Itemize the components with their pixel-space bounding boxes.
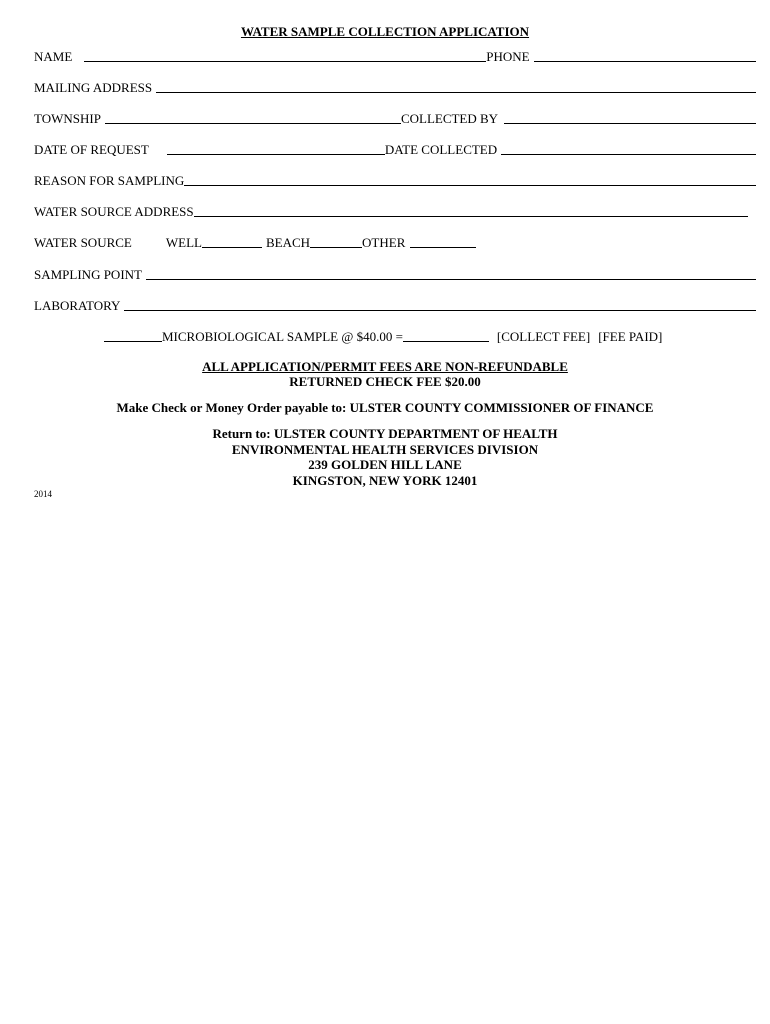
non-refundable-notice: ALL APPLICATION/PERMIT FEES ARE NON-REFUNDABLE xyxy=(202,359,568,374)
date-of-request-label: DATE OF REQUEST xyxy=(34,142,149,157)
township-field[interactable] xyxy=(105,111,401,124)
form-title: WATER SAMPLE COLLECTION APPLICATION xyxy=(240,24,530,39)
date-of-request-field[interactable] xyxy=(167,142,385,155)
well-field[interactable] xyxy=(202,235,262,248)
return-to-line-2: ENVIRONMENTAL HEALTH SERVICES DIVISION xyxy=(231,442,539,457)
well-label: WELL xyxy=(165,235,202,250)
return-to-line-1: Return to: ULSTER COUNTY DEPARTMENT OF HEALTH xyxy=(212,426,558,441)
sampling-point-field[interactable] xyxy=(146,267,756,280)
name-label: NAME xyxy=(34,49,73,64)
fee-paid-label: [FEE PAID] xyxy=(598,329,663,344)
water-source-label: WATER SOURCE xyxy=(34,235,132,250)
laboratory-label: LABORATORY xyxy=(34,298,121,313)
row-mailing-address xyxy=(34,78,756,96)
beach-field[interactable] xyxy=(310,235,362,248)
returned-check-notice: RETURNED CHECK FEE $20.00 xyxy=(289,374,481,389)
water-source-address-field[interactable] xyxy=(194,204,748,217)
water-source-address-label: WATER SOURCE ADDRESS xyxy=(34,204,194,219)
row-water-source-address xyxy=(34,202,748,220)
mailing-address-field[interactable] xyxy=(156,80,756,93)
collected-by-label: COLLECTED BY xyxy=(400,111,499,126)
row-laboratory xyxy=(34,296,756,314)
other-label: OTHER xyxy=(362,235,406,250)
row-fee xyxy=(104,327,704,345)
row-name-phone xyxy=(34,47,756,65)
collect-fee-label: [COLLECT FEE] xyxy=(496,329,591,344)
sampling-point-label: SAMPLING POINT xyxy=(34,267,142,282)
other-field[interactable] xyxy=(410,235,476,248)
sample-count-field[interactable] xyxy=(104,329,162,342)
date-collected-label: DATE COLLECTED xyxy=(384,142,498,157)
payable-to-notice: Make Check or Money Order payable to: ULSTER COUNTY COMMISSIONER OF FINANCE xyxy=(116,400,654,415)
row-reason xyxy=(34,171,756,189)
row-township xyxy=(34,109,756,127)
return-to-line-4: KINGSTON, NEW YORK 12401 xyxy=(292,473,478,488)
laboratory-field[interactable] xyxy=(124,298,756,311)
township-label: TOWNSHIP xyxy=(34,111,101,126)
phone-label: PHONE xyxy=(486,49,530,64)
collected-by-field[interactable] xyxy=(504,111,756,124)
reason-field[interactable] xyxy=(184,173,756,186)
phone-field[interactable] xyxy=(534,49,756,62)
row-dates xyxy=(34,140,756,158)
sample-total-field[interactable] xyxy=(403,329,489,342)
mailing-address-label: MAILING ADDRESS xyxy=(34,80,153,95)
form-year: 2014 xyxy=(34,489,52,499)
row-water-source xyxy=(34,233,756,251)
reason-label: REASON FOR SAMPLING xyxy=(34,173,185,188)
date-collected-field[interactable] xyxy=(501,142,756,155)
row-sampling-point xyxy=(34,265,756,283)
beach-label: BEACH xyxy=(265,235,311,250)
microbiological-sample-label: MICROBIOLOGICAL SAMPLE @ $40.00 = xyxy=(162,329,403,344)
return-to-line-3: 239 GOLDEN HILL LANE xyxy=(308,457,462,472)
name-field[interactable] xyxy=(84,49,486,62)
